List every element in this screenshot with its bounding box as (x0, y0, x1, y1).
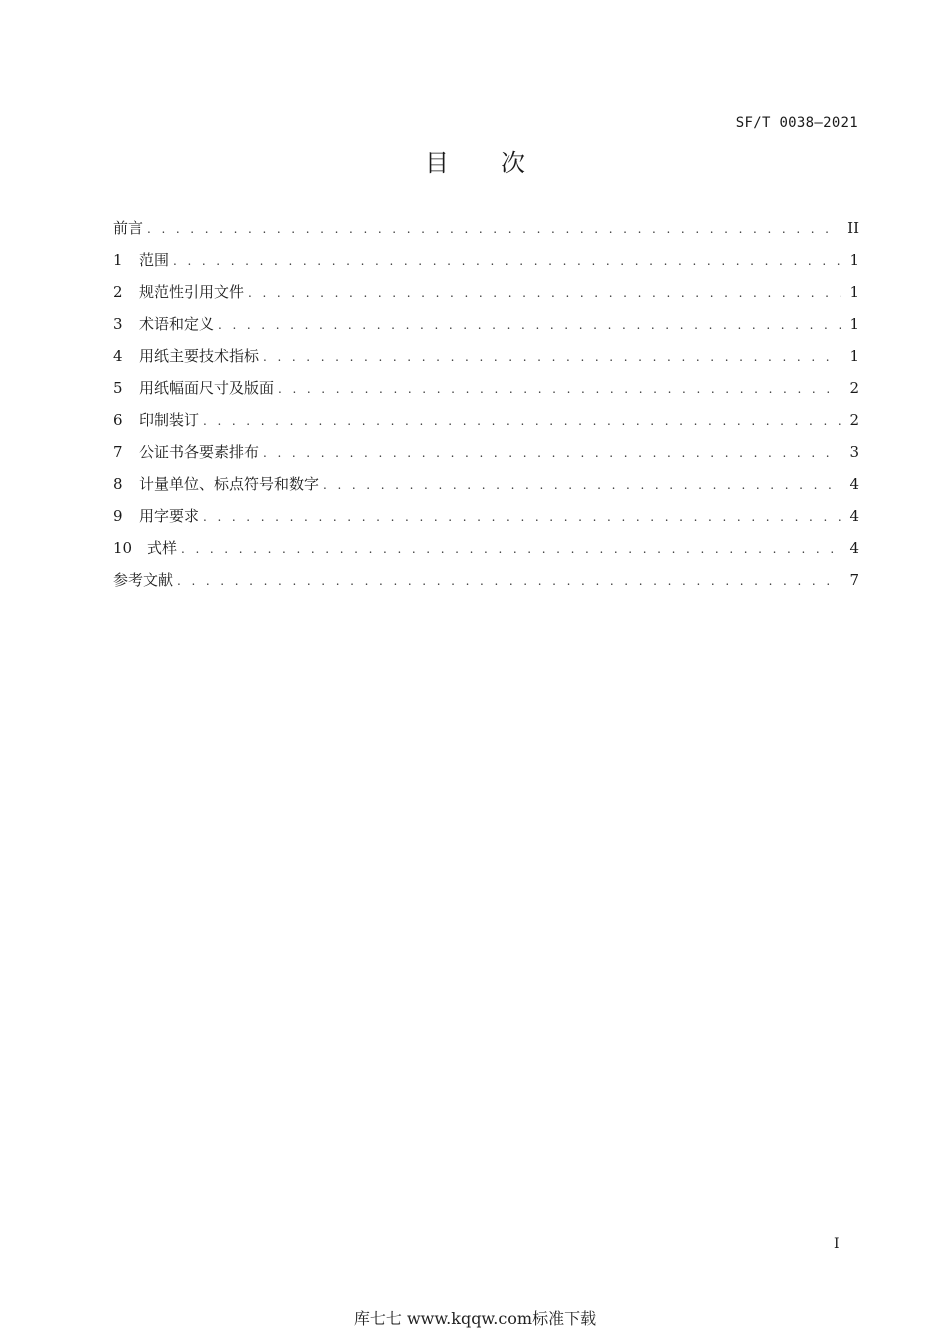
toc-entry-number: 3 (113, 315, 123, 333)
toc-leader-dots (263, 341, 841, 372)
toc-leader-dots (177, 565, 841, 596)
toc-entry-label: 术语和定义 (139, 315, 215, 333)
toc-entry-units-punctuation[interactable] (113, 468, 859, 500)
toc-entry-foreword[interactable] (113, 212, 859, 244)
toc-entry-page: 1 (849, 283, 859, 301)
watermark-footer: 库七七 www.kqqw.com标准下载 (353, 1309, 597, 1328)
toc-entry-printing-binding[interactable] (113, 404, 859, 436)
toc-entry-label: 前言 (113, 219, 144, 237)
page-title: 目次 (425, 149, 577, 177)
toc-entry-templates[interactable] (113, 532, 859, 564)
toc-entry-number: 10 (113, 539, 133, 557)
toc-entry-page: 7 (849, 571, 859, 589)
toc-entry-label: 式样 (147, 539, 178, 557)
toc-entry-number: 9 (113, 507, 123, 525)
toc-leader-dots (323, 469, 841, 500)
page-number: I (834, 1236, 840, 1252)
toc-entry-character-requirements[interactable] (113, 500, 859, 532)
toc-entry-paper-size-layout[interactable] (113, 372, 859, 404)
toc-leader-dots (263, 437, 841, 468)
toc-entry-page: 2 (849, 379, 859, 397)
toc-entry-scope[interactable] (113, 244, 859, 276)
toc-leader-dots (173, 245, 841, 276)
table-of-contents (113, 212, 859, 596)
toc-entry-label: 用纸主要技术指标 (139, 347, 260, 365)
toc-entry-number: 5 (113, 379, 123, 397)
toc-entry-label: 计量单位、标点符号和数字 (139, 475, 320, 493)
toc-entry-number: 7 (113, 443, 123, 461)
standard-code: SF/T 0038—2021 (735, 115, 858, 131)
toc-entry-page: 2 (849, 411, 859, 429)
toc-entry-label: 参考文献 (113, 571, 174, 589)
toc-entry-label: 用字要求 (139, 507, 200, 525)
toc-entry-page: II (847, 219, 859, 237)
toc-leader-dots (181, 533, 841, 564)
toc-entry-number: 4 (113, 347, 123, 365)
toc-entry-element-arrangement[interactable] (113, 436, 859, 468)
toc-leader-dots (147, 213, 839, 244)
toc-entry-page: 1 (849, 315, 859, 333)
toc-entry-label: 印制装订 (139, 411, 200, 429)
toc-entry-page: 1 (849, 347, 859, 365)
toc-entry-label: 范围 (139, 251, 170, 269)
toc-entry-page: 4 (849, 539, 859, 557)
toc-entry-page: 4 (849, 507, 859, 525)
toc-entry-page: 1 (849, 251, 859, 269)
toc-entry-label: 规范性引用文件 (139, 283, 245, 301)
toc-entry-normative-references[interactable] (113, 276, 859, 308)
toc-leader-dots (278, 373, 841, 404)
toc-entry-bibliography[interactable] (113, 564, 859, 596)
toc-entry-page: 4 (849, 475, 859, 493)
toc-leader-dots (203, 405, 841, 436)
toc-entry-number: 2 (113, 283, 123, 301)
toc-entry-paper-specs[interactable] (113, 340, 859, 372)
toc-entry-label: 用纸幅面尺寸及版面 (139, 379, 275, 397)
toc-leader-dots (248, 277, 841, 308)
toc-entry-number: 1 (113, 251, 123, 269)
toc-entry-number: 8 (113, 475, 123, 493)
toc-entry-label: 公证书各要素排布 (139, 443, 260, 461)
toc-entry-terms-definitions[interactable] (113, 308, 859, 340)
toc-leader-dots (203, 501, 841, 532)
toc-entry-number: 6 (113, 411, 123, 429)
toc-entry-page: 3 (849, 443, 859, 461)
toc-leader-dots (218, 309, 841, 340)
